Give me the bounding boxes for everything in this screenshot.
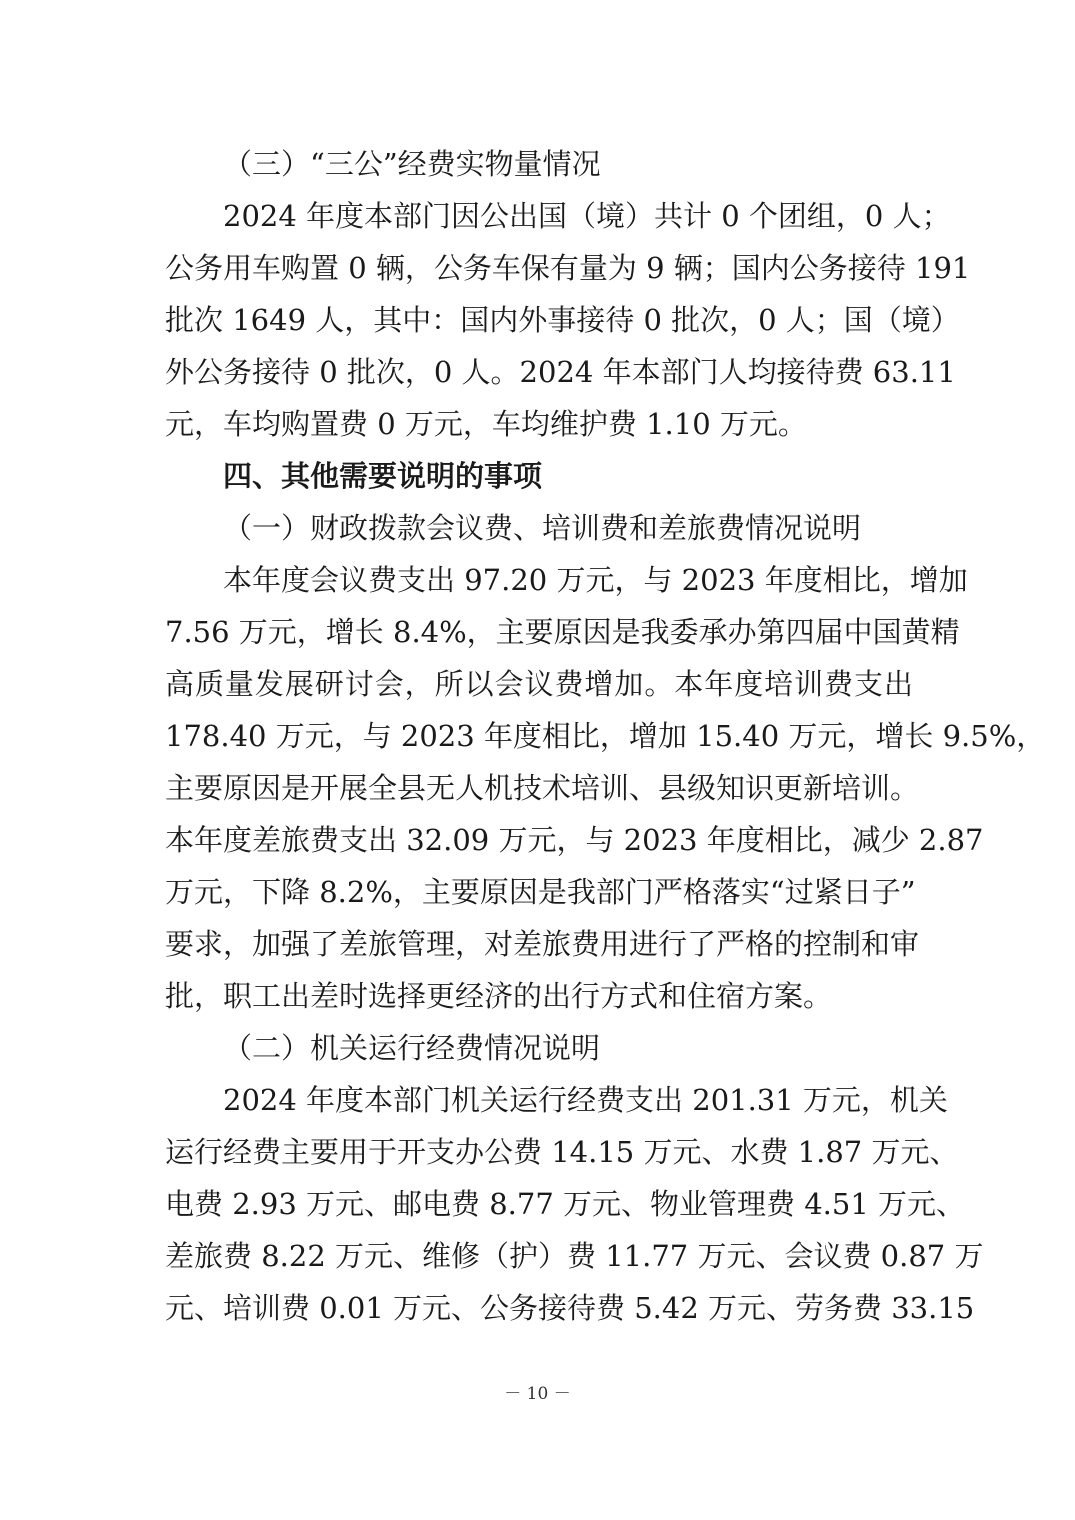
paragraph-line: 本年度会议费支出 97.20 万元，与 2023 年度相比，增加 xyxy=(223,563,968,597)
page-number: － 10 － xyxy=(504,1384,571,1404)
paragraph-meeting-training-travel xyxy=(165,554,1046,1022)
subsection-heading-official-expense-quantity: （三）“三公”经费实物量情况 xyxy=(223,147,601,181)
paragraph-line: 批次 1649 人，其中：国内外事接待 0 批次，0 人；国（境） xyxy=(165,303,960,337)
paragraph-line: 电费 2.93 万元、邮电费 8.77 万元、物业管理费 4.51 万元、 xyxy=(165,1187,966,1221)
paragraph-line: 2024 年度本部门因公出国（境）共计 0 个团组，0 人； xyxy=(223,199,951,233)
paragraph-line: 7.56 万元，增长 8.4%，主要原因是我委承办第四届中国黄精 xyxy=(165,615,960,649)
paragraph-line: 本年度差旅费支出 32.09 万元，与 2023 年度相比，减少 2.87 xyxy=(165,823,984,857)
paragraph-line: 批，职工出差时选择更经济的出行方式和住宿方案。 xyxy=(165,979,833,1013)
subsection-heading-meeting-training-travel: （一）财政拨款会议费、培训费和差旅费情况说明 xyxy=(223,511,862,545)
paragraph-line: 主要原因是开展全县无人机技术培训、县级知识更新培训。 xyxy=(165,771,920,805)
paragraph-line: 外公务接待 0 批次，0 人。2024 年本部门人均接待费 63.11 xyxy=(165,355,956,389)
paragraph-line: 要求，加强了差旅管理，对差旅费用进行了严格的控制和审 xyxy=(165,927,920,961)
paragraph-line: 差旅费 8.22 万元、维修（护）费 11.77 万元、会议费 0.87 万 xyxy=(165,1239,984,1273)
document-page xyxy=(165,138,1046,1334)
paragraph-line: 2024 年度本部门机关运行经费支出 201.31 万元，机关 xyxy=(223,1083,948,1117)
paragraph-line: 万元，下降 8.2%，主要原因是我部门严格落实“过紧日子” xyxy=(165,875,916,909)
paragraph-operating-expenses xyxy=(165,1074,984,1334)
paragraph-line: 运行经费主要用于开支办公费 14.15 万元、水费 1.87 万元、 xyxy=(165,1135,959,1169)
paragraph-line: 公务用车购置 0 辆，公务车保有量为 9 辆；国内公务接待 191 xyxy=(165,251,971,285)
section-title-other-matters: 四、其他需要说明的事项 xyxy=(223,459,543,493)
paragraph-official-expense-quantity xyxy=(165,190,971,450)
paragraph-line: 178.40 万元，与 2023 年度相比，增加 15.40 万元，增长 9.5%， xyxy=(165,719,1046,753)
subsection-heading-operating-expenses: （二）机关运行经费情况说明 xyxy=(223,1031,601,1065)
paragraph-line: 元，车均购置费 0 万元，车均维护费 1.10 万元。 xyxy=(165,407,807,441)
paragraph-line: 元、培训费 0.01 万元、公务接待费 5.42 万元、劳务费 33.15 xyxy=(165,1291,975,1325)
paragraph-line: 高质量发展研讨会，所以会议费增加。本年度培训费支出 xyxy=(165,667,913,701)
